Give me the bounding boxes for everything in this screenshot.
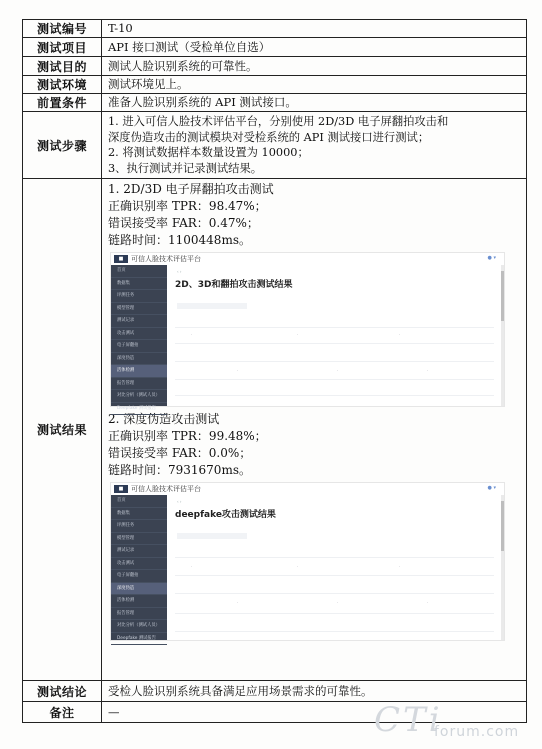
platform-sidebar — [111, 495, 167, 640]
platform-sidebar — [111, 265, 167, 411]
sidebar-item-active: 活体检测 — [111, 365, 167, 378]
row-test-purpose — [23, 57, 527, 76]
sidebar-item: 攻击测试 — [111, 328, 167, 341]
sidebar-item: 报告管理 — [111, 608, 167, 621]
row-test-env — [23, 76, 527, 94]
step-line: 深度伪造攻击的测试模块对受检系统的 API 测试接口进行测试； — [108, 130, 430, 144]
table-line — [175, 361, 494, 362]
table-line — [175, 379, 494, 380]
sidebar-item: Deepfake 测试报告 — [111, 633, 167, 646]
sidebar-item: Deepfake 测试报告 — [111, 403, 167, 416]
sidebar-item: 对比分析（测试人员） — [111, 620, 167, 633]
platform-main — [167, 495, 504, 640]
table-line — [175, 395, 494, 396]
remarks-value: — — [102, 702, 527, 723]
result-1-tpr: 正确识别率 TPR：98.47%； — [108, 199, 267, 213]
test-purpose-value: 测试人脸识别系统的可靠性。 — [102, 57, 527, 76]
screenshot-2d3d-result — [110, 252, 505, 411]
precondition-value: 准备人脸识别系统的 API 测试接口。 — [102, 94, 527, 112]
table-line — [175, 631, 494, 632]
row-test-results — [23, 179, 527, 681]
row-test-id — [23, 20, 527, 38]
test-env-value: 测试环境见上。 — [102, 76, 527, 94]
watermark-brand: CTi — [374, 700, 443, 740]
filter-box — [177, 303, 247, 309]
platform-logo: ■ — [114, 255, 128, 263]
cell-mark: · — [337, 601, 339, 605]
cell-mark: · — [191, 333, 193, 337]
remarks-label: 备注 — [23, 702, 102, 723]
table-line — [175, 593, 494, 594]
result-2-heading: 2. 深度伪造攻击测试 — [108, 412, 220, 426]
table-line — [175, 343, 494, 344]
test-results-value — [102, 179, 527, 681]
cell-mark: · — [427, 369, 429, 373]
user-menu-icon: ● ▾ — [487, 255, 496, 261]
screenshot-deepfake-result — [110, 482, 505, 641]
result-2-tpr: 正确识别率 TPR：99.48%； — [108, 429, 267, 443]
breadcrumb: ‹ › — [177, 269, 182, 274]
sidebar-item: 电子屏翻拍 — [111, 340, 167, 353]
scrollbar — [501, 495, 504, 640]
sidebar-item: 测试记录 — [111, 315, 167, 328]
sidebar-item: 模型管理 — [111, 303, 167, 316]
result-2-far: 错误接受率 FAR：0.0%； — [108, 446, 252, 460]
sidebar-item: 电子屏翻拍 — [111, 570, 167, 583]
conclusion-value: 受检人脸识别系统具备满足应用场景需求的可靠性。 — [102, 681, 527, 702]
row-test-item — [23, 38, 527, 57]
sidebar-item: 评测任务 — [111, 290, 167, 303]
test-env-label: 测试环境 — [23, 76, 102, 94]
cell-mark: · — [191, 565, 193, 569]
breadcrumb: ‹ › — [177, 499, 182, 504]
page-heading: deepfake攻击测试结果 — [175, 510, 276, 520]
sidebar-item: 深度伪造 — [111, 353, 167, 366]
page-heading: 2D、3D和翻拍攻击测试结果 — [175, 280, 293, 290]
cell-mark: · — [237, 369, 239, 373]
sidebar-item-active: 深度伪造 — [111, 583, 167, 596]
table-line — [175, 613, 494, 614]
test-item-value: API 接口测试（受检单位自选） — [102, 38, 527, 57]
table-line — [175, 575, 494, 576]
row-precondition — [23, 94, 527, 112]
row-test-steps — [23, 112, 527, 179]
conclusion-label: 测试结论 — [23, 681, 102, 702]
platform-title: 可信人脸技术评估平台 — [131, 485, 201, 493]
cell-mark: · — [427, 601, 429, 605]
test-results-label: 测试结果 — [23, 179, 102, 681]
sidebar-item: 评测任务 — [111, 520, 167, 533]
watermark-sub: forum.com — [434, 724, 520, 740]
cell-mark: · — [399, 565, 401, 569]
sidebar-item: 测试记录 — [111, 545, 167, 558]
sidebar-item: 对比分析（测试人员） — [111, 390, 167, 403]
table-line — [175, 327, 494, 328]
sidebar-item: 首页 — [111, 495, 167, 508]
test-steps-value — [102, 112, 527, 179]
precondition-label: 前置条件 — [23, 94, 102, 112]
sidebar-item: 活体检测 — [111, 595, 167, 608]
sidebar-item: 数据集 — [111, 508, 167, 521]
cti-forum-watermark — [374, 700, 524, 744]
test-item-label: 测试项目 — [23, 38, 102, 57]
result-1-far: 错误接受率 FAR：0.47%； — [108, 216, 259, 230]
cell-mark: · — [399, 333, 401, 337]
test-steps-label: 测试步骤 — [23, 112, 102, 179]
cell-mark: · — [337, 369, 339, 373]
cell-mark: · — [297, 565, 299, 569]
step-line: 1. 进入可信人脸技术评估平台，分别使用 2D/3D 电子屏翻拍攻击和 — [108, 115, 449, 128]
sidebar-item: 模型管理 — [111, 533, 167, 546]
test-report-table — [22, 19, 527, 723]
cell-mark: · — [297, 333, 299, 337]
user-menu-icon: ● ▾ — [487, 485, 496, 491]
test-id-label: 测试编号 — [23, 20, 102, 38]
sidebar-item: 数据集 — [111, 278, 167, 291]
sidebar-item: 攻击测试 — [111, 558, 167, 571]
cell-mark: · — [237, 601, 239, 605]
platform-title: 可信人脸技术评估平台 — [131, 255, 201, 263]
platform-main — [167, 265, 504, 406]
scrollbar — [501, 265, 504, 406]
result-1-heading: 1. 2D/3D 电子屏翻拍攻击测试 — [108, 182, 274, 196]
sidebar-item: 报告管理 — [111, 378, 167, 391]
step-line: 2. 将测试数据样本数量设置为 10000； — [108, 146, 309, 159]
table-line — [175, 557, 494, 558]
result-2-time: 链路时间：7931670ms。 — [108, 463, 251, 477]
test-purpose-label: 测试目的 — [23, 57, 102, 76]
result-1-time: 链路时间：1100448ms。 — [108, 233, 251, 247]
sidebar-item: 首页 — [111, 265, 167, 278]
row-conclusion — [23, 681, 527, 702]
test-id-value: T-10 — [102, 20, 527, 38]
step-line: 3、执行测试并记录测试结果。 — [108, 161, 263, 175]
platform-logo: ■ — [114, 485, 128, 493]
filter-box — [177, 533, 247, 539]
